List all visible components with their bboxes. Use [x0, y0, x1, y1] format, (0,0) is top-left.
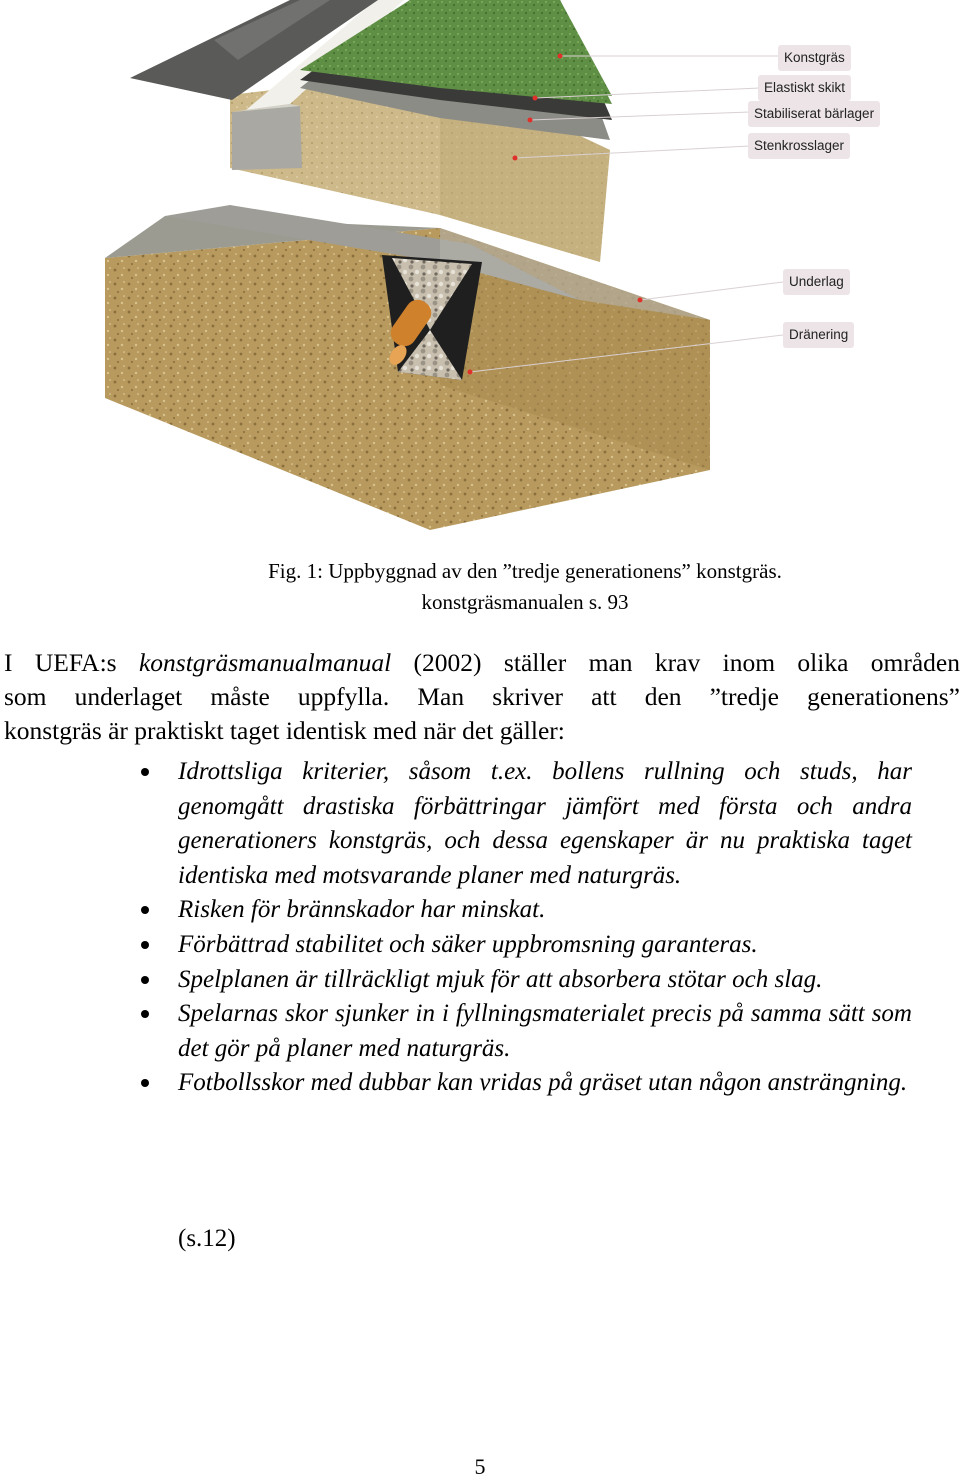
bullet-icon [141, 1010, 149, 1018]
paragraph-line-3: konstgräs är praktiskt taget identisk med när det gäller: [4, 716, 565, 745]
bullet-icon [141, 941, 149, 949]
page-reference: (s.12) [178, 1225, 236, 1252]
paragraph-line-2: som underlaget måste uppfylla. Man skriver att den ”tredje generationens” [4, 682, 960, 711]
figure-caption-line-2: konstgräsmanualen s. 93 [421, 590, 629, 614]
layer-label-stabiliserat-barlager: Stabiliserat bärlager [748, 101, 880, 127]
paragraph-line-1: I UEFA:s konstgräsmanualmanual (2002) ställer man krav inom olika områden [4, 648, 960, 677]
bullet-icon [141, 1079, 149, 1087]
manual-title: konstgräsmanualmanual [138, 648, 392, 677]
requirements-list [178, 755, 912, 1101]
layer-label-elastiskt-skikt: Elastiskt skikt [758, 75, 851, 101]
bullet-icon [141, 906, 149, 914]
layer-label-dranering: Dränering [783, 322, 854, 348]
list-item: Spelplanen är tillräckligt mjuk för att absorbera stötar och slag. [178, 963, 912, 998]
figure-caption-line-1: Fig. 1: Uppbyggnad av den ”tredje generationens” konstgräs. [268, 559, 782, 583]
list-item: Fotbollsskor med dubbar kan vridas på gräset utan någon ansträngning. [178, 1066, 912, 1101]
bullet-icon [141, 768, 149, 776]
list-item: Förbättrad stabilitet och säker uppbromsning garanteras. [178, 928, 912, 963]
layer-label-konstgras: Konstgräs [778, 45, 851, 71]
layer-label-stenkrosslager: Stenkrosslager [748, 133, 850, 159]
list-item: Risken för brännskador har minskat. [178, 893, 912, 928]
page-number: 5 [474, 1454, 486, 1479]
bullet-icon [141, 976, 149, 984]
layer-label-underlag: Underlag [783, 269, 850, 295]
list-item: Spelarnas skor sjunker in i fyllningsmaterialet precis på samma sätt som det gör på planer med naturgräs. [178, 997, 912, 1066]
intro-paragraph [4, 646, 960, 748]
turf-cross-section-figure [0, 0, 960, 540]
list-item: Idrottsliga kriterier, såsom t.ex. bollens rullning och studs, har genomgått drastiska förbättringar jämfört med första och andra generationers konstgräs, och dessa egenskaper är nu praktiska taget identiska med motsvarande planer med naturgräs. [178, 755, 912, 893]
